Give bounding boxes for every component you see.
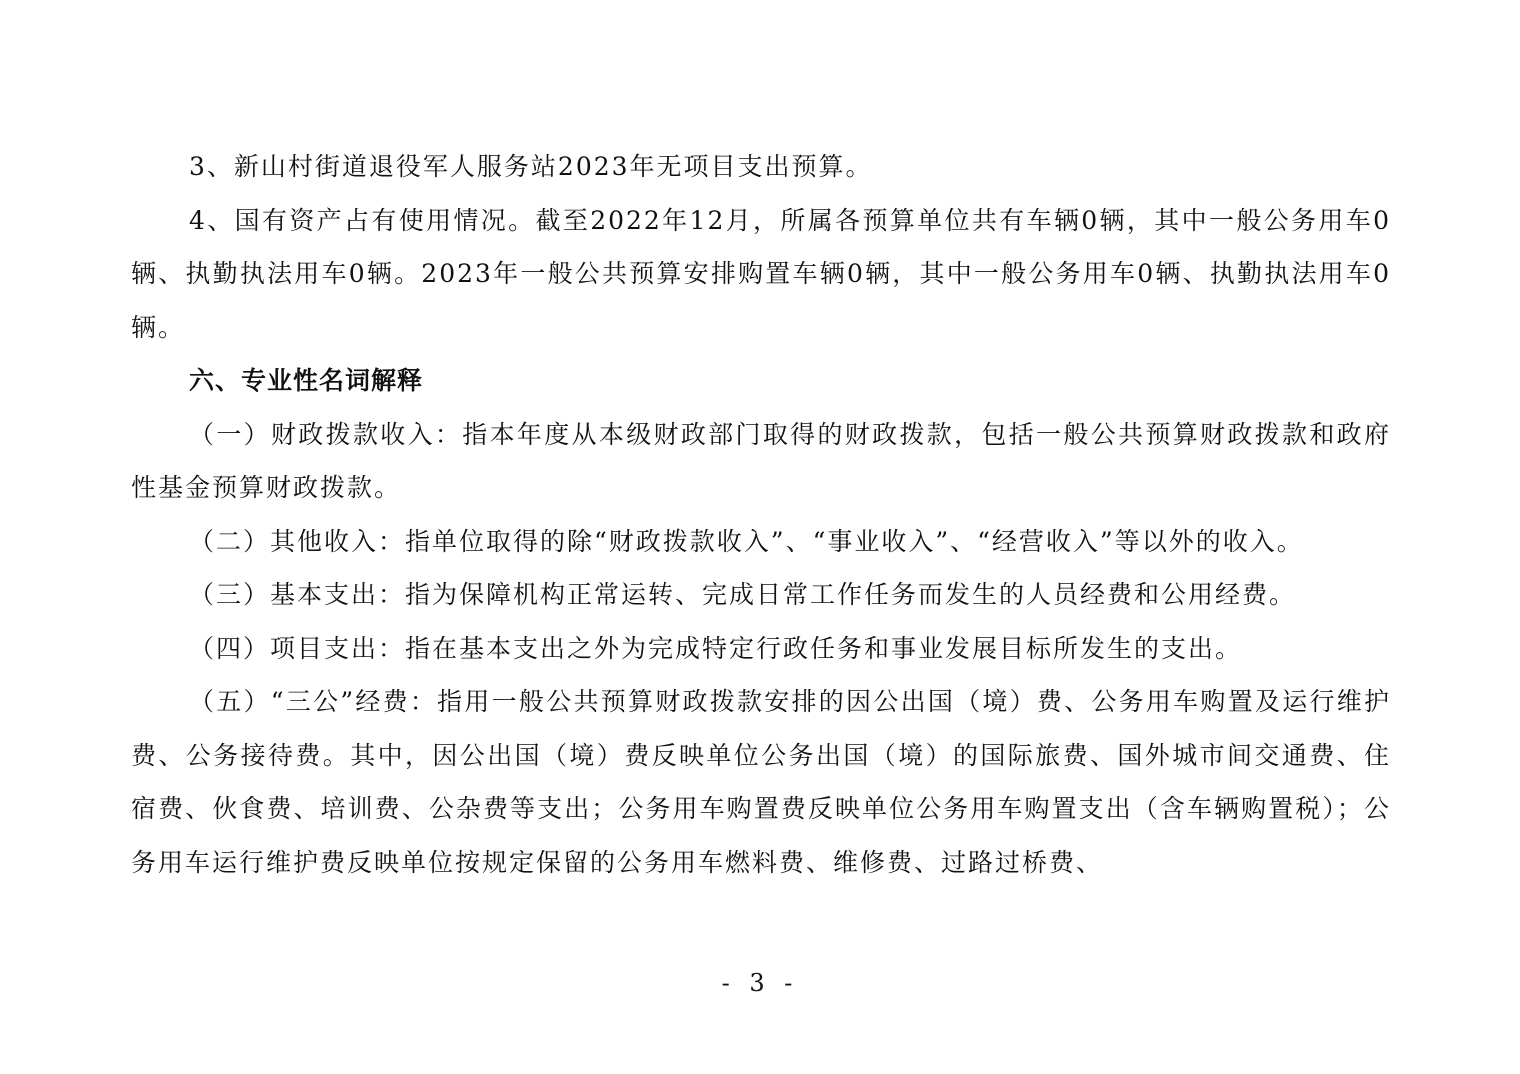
page-number: - 3 - bbox=[721, 969, 799, 997]
paragraph-project-expenditure-definition: （四）项目支出：指在基本支出之外为完成特定行政任务和事业发展目标所发生的支出。 bbox=[189, 633, 1243, 663]
paragraph-three-public-expenses: （五）“三公”经费：指用一般公共预算财政拨款安排的因公出国（境）费、公务用车购置及运行维护费、公务接待费。其中，因公出国（境）费反映单位公务出国（境）的国际旅费、国外城市间交通费、住宿费、伙食费、培训费、公杂费等支出；公务用车购置费反映单位公务用车购置支出（含车辆购置税）；公务用车运行维护费反映单位按规定保留的公务用车燃料费、维修费、过路过桥费、 bbox=[131, 687, 1391, 877]
paragraph-project-expenditure: 3、新山村街道退役军人服务站2023年无项目支出预算。 bbox=[189, 152, 873, 181]
document-body bbox=[131, 140, 1391, 889]
paragraph-basic-expenditure: （三）基本支出：指为保障机构正常运转、完成日常工作任务而发生的人员经费和公用经费。 bbox=[189, 580, 1297, 609]
paragraph-other-income: （二）其他收入：指单位取得的除“财政拨款收入”、“事业收入”、“经营收入”等以外的收入。 bbox=[189, 526, 1304, 556]
paragraph-state-assets: 4、国有资产占有使用情况。截至2022年12月，所属各预算单位共有车辆0辆，其中一般公务用车0辆、执勤执法用车0辆。2023年一般公共预算安排购置车辆0辆，其中一般公务用车0辆、执勤执法用车0辆。 bbox=[131, 205, 1391, 342]
section-heading-terms: 六、专业性名词解释 bbox=[189, 366, 424, 395]
paragraph-fiscal-appropriation-income: （一）财政拨款收入：指本年度从本级财政部门取得的财政拨款，包括一般公共预算财政拨款和政府性基金预算财政拨款。 bbox=[131, 419, 1391, 502]
